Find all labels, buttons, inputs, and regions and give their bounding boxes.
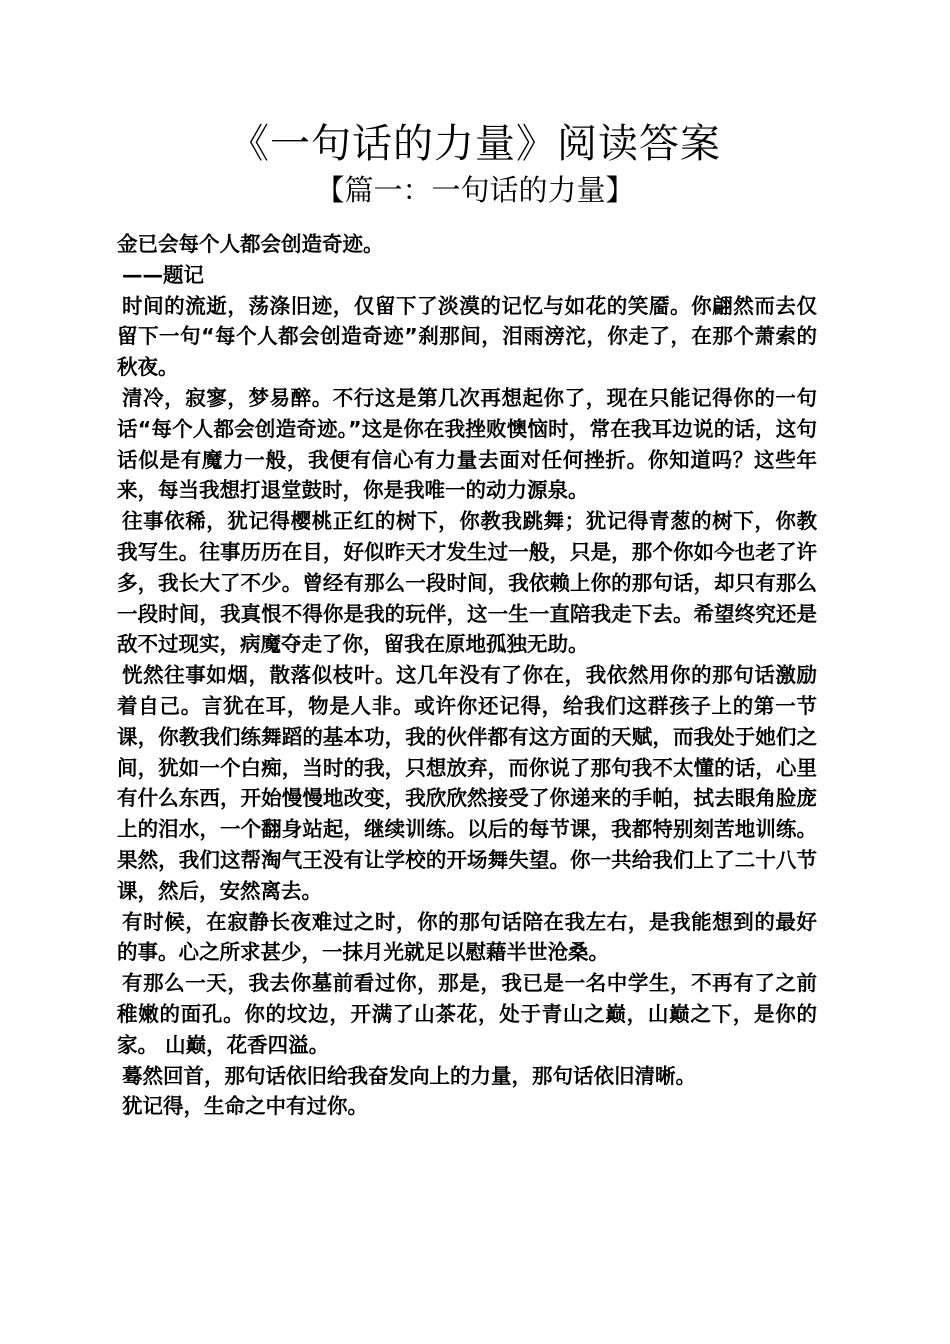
document-title: 《一句话的力量》阅读答案 [229, 121, 721, 167]
body-paragraph: 恍然往事如烟，散落似枝叶。这几年没有了你在，我依然用你的那句话激励着自己。言犹在耳，物是人非。或许你还记得，给我们这群孩子上的第一节课，你教我们练舞蹈的基本功，我的伙伴都有这方面的天赋，而我处于她们之间，犹如一个白痴，当时的我，只想放弃，而你说了那句我不太懂的话，心里有什么东西，开始慢慢地改变，我欣欣然接受了你递来的手帕，拭去眼角脸庞上的泪水，一个翻身站起，继续训练。以后的每节课，我都特别刻苦地训练。果然，我们这帮淘气王没有让学校的开场舞失望。你一共给我们上了二十八节课，然后，安然离去。 [117, 663, 817, 903]
document-subtitle: 【篇一：一句话的力量】 [315, 173, 635, 207]
epigraph-attribution: ——题记 [122, 262, 204, 287]
body-paragraph: 有时候，在寂静长夜难过之时，你的那句话陪在我左右，是我能想到的最好的事。心之所求甚少，一抹月光就足以慰藉半世沧桑。 [117, 909, 817, 965]
body-paragraph: 时间的流逝，荡涤旧迹，仅留下了淡漠的记忆与如花的笑靥。你翩然而去仅留下一句“每个人都会创造奇迹”刹那间，泪雨滂沱，你走了，在那个萧索的秋夜。 [117, 293, 817, 380]
body-paragraph: 有那么一天，我去你墓前看过你，那是，我已是一名中学生，不再有了之前稚嫩的面孔。你的坟边，开满了山茶花，处于青山之巅，山巅之下，是你的家。 山巅，花香四溢。 [117, 971, 817, 1057]
body-paragraph: 蓦然回首，那句话依旧给我奋发向上的力量，那句话依旧清晰。 [122, 1063, 696, 1088]
body-paragraph: 往事依稀，犹记得樱桃正红的树下，你教我跳舞；犹记得青葱的树下，你教我写生。往事历历在目，好似昨天才发生过一般，只是，那个你如今也老了许多，我长大了不少。曾经有那么一段时间，我依赖上你的那句话，却只有那么一段时间，我真恨不得你是我的玩伴，这一生一直陪我走下去。希望终究还是敌不过现实，病魔夺走了你，留我在原地孤独无助。 [117, 509, 817, 657]
document-body [117, 229, 817, 1122]
body-paragraph: 清冷，寂寥，梦易醉。不行这是第几次再想起你了，现在只能记得你的一句话“每个人都会创造奇迹。”这是你在我挫败懊恼时，常在我耳边说的话，这句话似是有魔力一般，我便有信心有力量去面对任何挫折。你知道吗？这些年来，每当我想打退堂鼓时，你是我唯一的动力源泉。 [117, 385, 817, 503]
body-paragraph: 犹记得，生命之中有过你。 [122, 1094, 368, 1119]
epigraph-line: 金已会每个人都会创造奇迹。 [117, 232, 384, 256]
